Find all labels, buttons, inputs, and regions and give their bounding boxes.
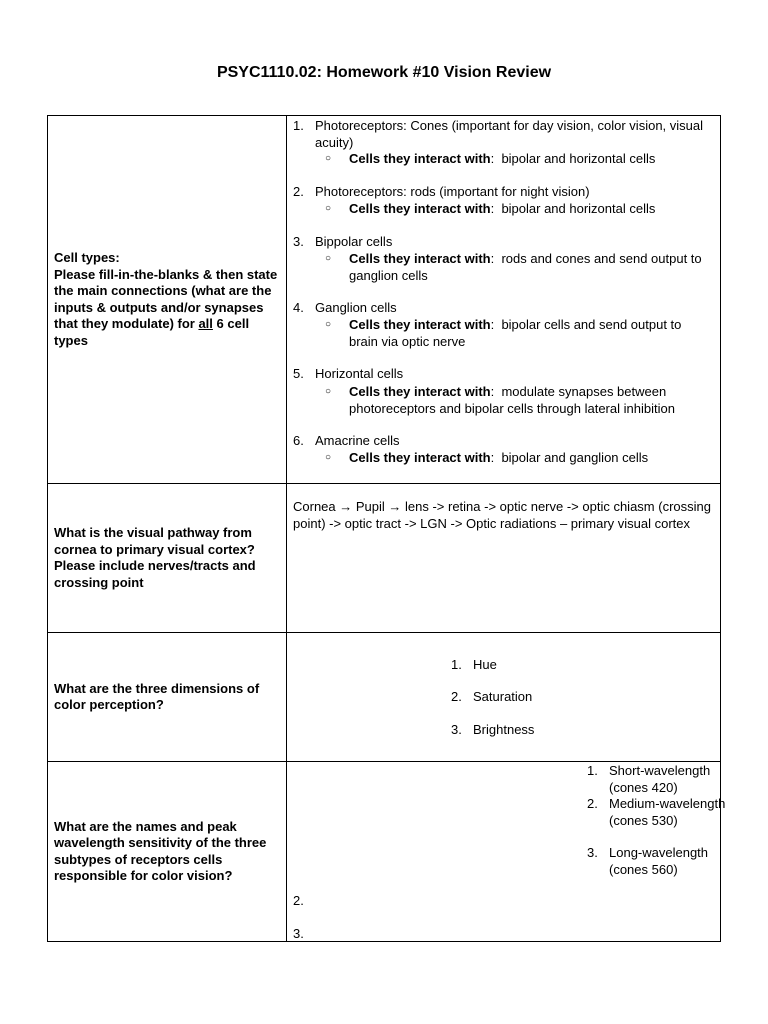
pathway-answer: Cornea → Pupil → lens -> retina -> optic nerve -> optic chiasm (crossing point) -> optic tract -> LGN -> Optic radiations – primary visual cortex — [293, 499, 711, 531]
list-subitem: ○ Cells they interact with: bipolar and horizontal cells — [325, 151, 656, 166]
list-item — [293, 366, 712, 383]
item-number: 3. — [451, 722, 462, 737]
question-text-end: 6 cell types — [54, 316, 250, 348]
item-name: Ganglion cells — [315, 300, 397, 315]
interact-value: bipolar and horizontal cells — [501, 151, 656, 166]
answer-dimensions — [287, 633, 721, 762]
item-number: 5. — [293, 366, 304, 381]
interact-label: Cells they interact with — [349, 384, 491, 399]
interact-label: Cells they interact with — [349, 151, 491, 166]
question-emphasis: all — [198, 316, 213, 331]
question-pathway: What is the visual pathway from cornea to primary visual cortex? Please include nerves/tracts and crossing point — [48, 484, 287, 633]
item-number: 3. — [587, 845, 598, 860]
bullet-icon: ○ — [325, 452, 332, 463]
list-item — [293, 234, 712, 251]
item-name: Bippolar cells — [315, 234, 393, 249]
item-number: 2. — [451, 689, 462, 704]
item-name: Photoreceptors: rods (important for night vision) — [315, 184, 590, 199]
stray-number: 2. — [293, 893, 304, 908]
item-name: Amacrine cells — [315, 433, 400, 448]
item-text: Brightness — [473, 722, 535, 737]
answer-receptors — [287, 762, 726, 942]
interact-label: Cells they interact with — [349, 317, 491, 332]
item-number: 2. — [293, 184, 304, 199]
item-number: 6. — [293, 433, 304, 448]
interact-value: bipolar cells and send output to brain via optic nerve — [349, 317, 682, 349]
item-text: Long-wavelength (cones 560) — [609, 845, 709, 877]
list-item — [293, 433, 712, 450]
homework-table — [47, 115, 726, 942]
interact-label: Cells they interact with — [349, 201, 491, 216]
item-number: 3. — [293, 234, 304, 249]
list-item — [293, 184, 712, 201]
item-number: 2. — [587, 796, 598, 811]
stray-number: 3. — [293, 926, 304, 941]
list-subitem: ○ Cells they interact with: bipolar and horizontal cells — [325, 201, 656, 216]
bullet-icon: ○ — [325, 386, 332, 397]
page-title: PSYC1110.02: Homework #10 Vision Review — [216, 64, 552, 81]
table-row — [48, 116, 721, 484]
item-name: Horizontal cells — [315, 366, 404, 381]
list-item — [293, 300, 712, 317]
list-subitem: ○ Cells they interact with: rods and cones and send output to ganglion cells — [325, 251, 702, 283]
list-subitem: ○ Cells they interact with: modulate synapses between photoreceptors and bipolar cells through lateral inhibition — [325, 384, 675, 416]
list-subitem: ○ Cells they interact with: bipolar cells and send output to brain via optic nerve — [325, 317, 682, 349]
item-number: 1. — [587, 763, 598, 778]
item-number: 4. — [293, 300, 304, 315]
interact-value: modulate synapses between photoreceptors and bipolar cells through lateral inhibition — [349, 384, 675, 416]
table-row — [48, 633, 721, 762]
list-item — [587, 796, 729, 829]
list-item — [451, 722, 535, 739]
interact-value: bipolar and ganglion cells — [501, 450, 649, 465]
item-name: Photoreceptors: Cones (important for day vision, color vision, visual acuity) — [315, 118, 704, 150]
question-cell-types — [48, 116, 287, 484]
list-item — [451, 657, 497, 674]
list-item — [293, 118, 712, 151]
list-item — [587, 845, 729, 878]
answer-cell-types — [287, 116, 721, 484]
interact-value: bipolar and horizontal cells — [501, 201, 656, 216]
question-text: Please fill-in-the-blanks & then state the main connections (what are the inputs & outputs and/or synapses that they modulate) for — [54, 266, 278, 331]
answer-pathway — [287, 484, 721, 633]
question-receptors: What are the names and peak wavelength sensitivity of the three subtypes of receptors cells responsible for color vision? — [48, 762, 287, 942]
bullet-icon: ○ — [325, 253, 332, 264]
item-text: Medium-wavelength (cones 530) — [609, 796, 726, 828]
item-text: Short-wavelength (cones 420) — [609, 763, 711, 795]
question-dimensions: What are the three dimensions of color perception? — [48, 633, 287, 762]
item-number: 1. — [293, 118, 304, 133]
item-text: Saturation — [473, 689, 533, 704]
interact-label: Cells they interact with — [349, 450, 491, 465]
list-item — [587, 763, 729, 796]
bullet-icon: ○ — [325, 319, 332, 330]
table-row — [48, 762, 721, 942]
question-heading: Cell types: — [54, 250, 120, 265]
interact-label: Cells they interact with — [349, 251, 491, 266]
interact-value: rods and cones and send output to ganglion cells — [349, 251, 702, 283]
item-text: Hue — [473, 657, 497, 672]
bullet-icon: ○ — [325, 203, 332, 214]
bullet-icon: ○ — [325, 153, 332, 164]
table-row — [48, 484, 721, 633]
list-subitem: ○ Cells they interact with: bipolar and ganglion cells — [325, 450, 649, 465]
list-item — [451, 689, 533, 706]
item-number: 1. — [451, 657, 462, 672]
